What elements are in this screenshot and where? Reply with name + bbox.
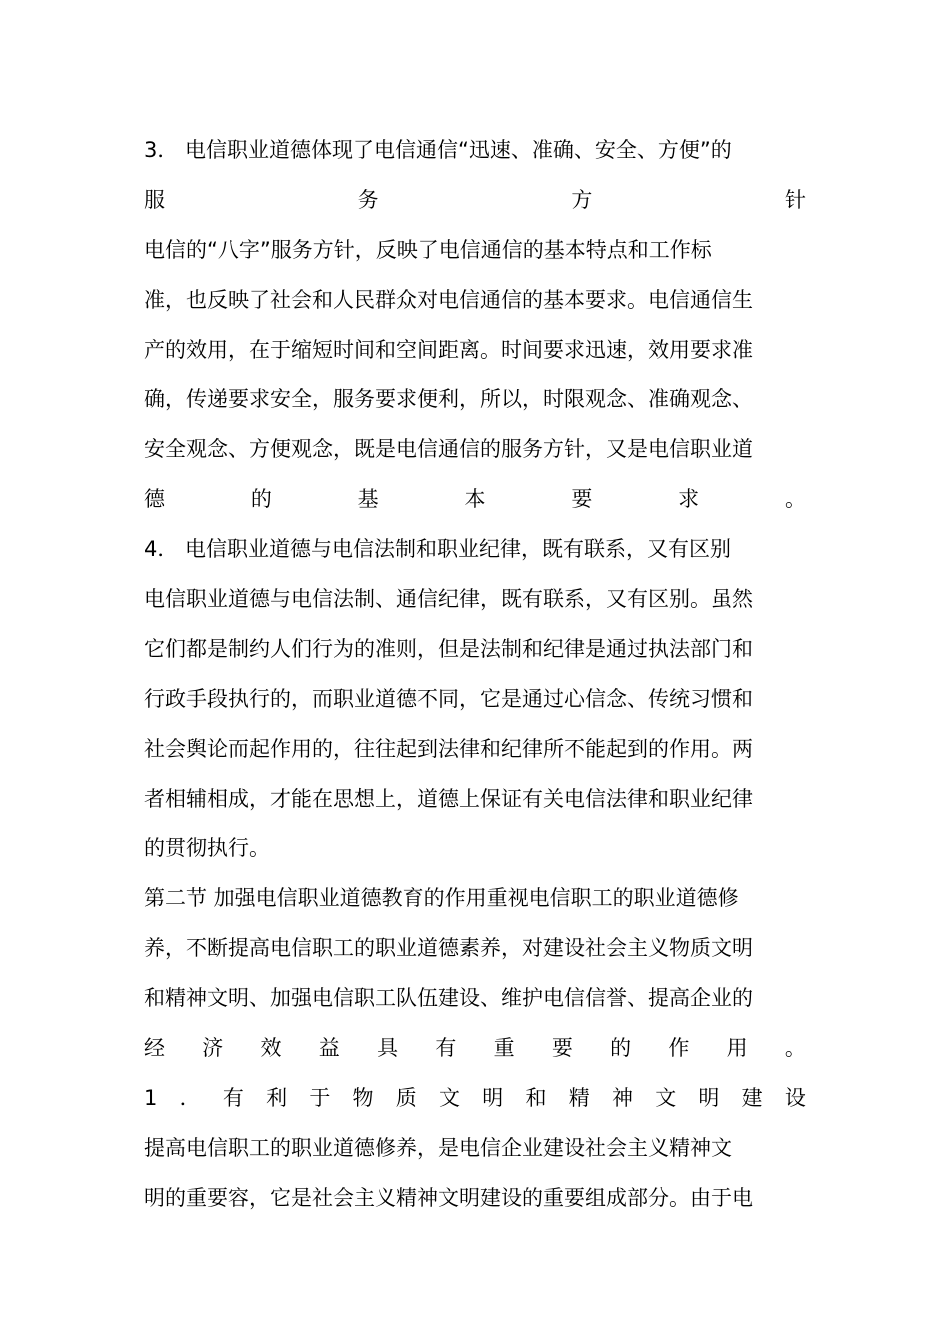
char: 经 xyxy=(144,1036,165,1061)
char: 物 xyxy=(352,1085,374,1110)
char: 基 xyxy=(357,487,379,512)
char: 明 xyxy=(482,1085,504,1110)
text-line-justified xyxy=(144,1074,806,1124)
text-line: 电信职业道德与电信法制、通信纪律，既有联系，又有区别。虽然 xyxy=(144,587,753,612)
text-line: 产的效用，在于缩短时间和空间距离。时间要求迅速，效用要求准 xyxy=(144,337,753,362)
char: 。 xyxy=(784,487,806,512)
char: 1 xyxy=(144,1085,158,1110)
text-line: 第二节 加强电信职业道德教育的作用重视电信职工的职业道德修 xyxy=(144,886,739,911)
char: 的 xyxy=(250,487,272,512)
char: 文 xyxy=(439,1085,461,1110)
char: 于 xyxy=(309,1085,331,1110)
char: 济 xyxy=(202,1036,224,1061)
char: 利 xyxy=(266,1085,288,1110)
text-line: 4． 电信职业道德与电信法制和职业纪律，既有联系，又有区别 xyxy=(144,537,732,562)
char: 明 xyxy=(698,1085,720,1110)
char: 文 xyxy=(655,1085,677,1110)
text-line: 的贯彻执行。 xyxy=(144,836,270,861)
body-text xyxy=(144,126,806,1224)
char: 具 xyxy=(377,1036,399,1061)
char: 用 xyxy=(726,1036,748,1061)
text-line: 者相辅相成，才能在思想上，道德上保证有关电信法律和职业纪律 xyxy=(144,786,753,811)
char: 德 xyxy=(144,487,165,512)
text-line-justified xyxy=(144,1024,806,1074)
char: 服 xyxy=(144,187,165,212)
char: 建 xyxy=(741,1085,763,1110)
char: 要 xyxy=(551,1036,573,1061)
text-line: 它们都是制约人们行为的准则，但是法制和纪律是通过执法部门和 xyxy=(144,636,753,661)
text-line: 行政手段执行的，而职业道德不同，它是通过心信念、传统习惯和 xyxy=(144,686,753,711)
text-line: 明的重要容，它是社会主义精神文明建设的重要组成部分。由于电 xyxy=(144,1185,753,1210)
text-line: 安全观念、方便观念，既是电信通信的服务方针，又是电信职业道 xyxy=(144,437,753,462)
text-line: 社会舆论而起作用的，往往起到法律和纪律所不能起到的作用。两 xyxy=(144,736,753,761)
char: 务 xyxy=(357,187,379,212)
char: 的 xyxy=(610,1036,632,1061)
text-line: 和精神文明、加强电信职工队伍建设、维护电信信誉、提高企业的 xyxy=(144,986,753,1011)
char: 质 xyxy=(395,1085,417,1110)
text-line: 提高电信职工的职业道德修养，是电信企业建设社会主义精神文 xyxy=(144,1135,732,1160)
char: 求 xyxy=(678,487,700,512)
text-line: 准，也反映了社会和人民群众对电信通信的基本要求。电信通信生 xyxy=(144,287,753,312)
char: 。 xyxy=(784,1036,806,1061)
text-line: 确，传递要求安全，服务要求便利，所以，时限观念、准确观念、 xyxy=(144,387,753,412)
char: 和 xyxy=(525,1085,547,1110)
char: 设 xyxy=(784,1085,806,1110)
char: 益 xyxy=(318,1036,340,1061)
char: 重 xyxy=(493,1036,515,1061)
text-line: 电信的“八字”服务方针，反映了电信通信的基本特点和工作标 xyxy=(144,237,712,262)
char: ． xyxy=(179,1085,201,1110)
char: 有 xyxy=(222,1085,244,1110)
text-line: 3． 电信职业道德体现了电信通信“迅速、准确、安全、方便”的 xyxy=(144,138,732,162)
char: 针 xyxy=(784,187,806,212)
char: 效 xyxy=(260,1036,282,1061)
char: 有 xyxy=(435,1036,457,1061)
char: 本 xyxy=(464,487,486,512)
text-line-justified xyxy=(144,475,806,525)
char: 方 xyxy=(571,187,593,212)
char: 神 xyxy=(611,1085,633,1110)
char: 作 xyxy=(668,1036,690,1061)
char: 要 xyxy=(571,487,593,512)
text-line-justified xyxy=(144,176,806,226)
char: 精 xyxy=(568,1085,590,1110)
text-line: 养，不断提高电信职工的职业道德素养，对建设社会主义物质文明 xyxy=(144,936,753,961)
